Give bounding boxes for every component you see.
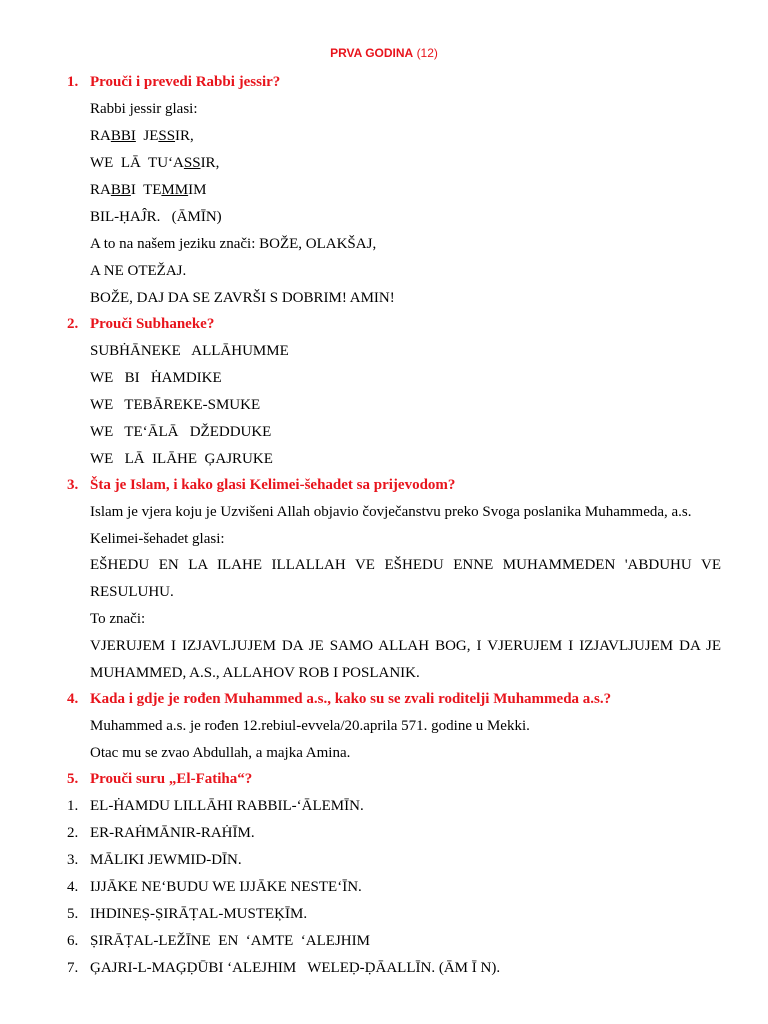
answer-line: VJERUJEM I IZJAVLJUJEM DA JE SAMO ALLAH BOG, I VJERUJEM I IZJAVLJUJEM DA JE xyxy=(90,638,721,654)
underlined-text: BBI xyxy=(110,128,136,144)
text-span: RA xyxy=(90,128,111,144)
list-text: EL-ḢAMDU LILLĀHI RABBIL-‘ĀLEMĪN. xyxy=(90,798,364,814)
list-number: 3. xyxy=(67,852,79,868)
list-number: 4. xyxy=(67,879,79,895)
list-text: MĀLIKI JEWMID-DĪN. xyxy=(90,852,242,868)
text-span: IR, xyxy=(175,128,194,144)
answer-line: RESULUHU. xyxy=(90,584,174,600)
answer-line: BOŽE, DAJ DA SE ZAVRŠI S DOBRIM! AMIN! xyxy=(90,290,395,306)
list-number: 6. xyxy=(67,933,79,949)
question-title: Kada i gdje je rođen Muhammed a.s., kako su se zvali roditelji Muhammeda a.s.? xyxy=(90,691,612,707)
underlined-text: BB xyxy=(110,182,131,198)
question-number: 2. xyxy=(67,316,79,332)
answer-line xyxy=(90,153,721,173)
question-3 xyxy=(67,475,721,495)
list-item xyxy=(67,823,721,843)
text-span: WE LĀ TU‘A xyxy=(90,155,184,171)
answer-line: EŠHEDU EN LA ILAHE ILLALLAH VE EŠHEDU ENNE MUHAMMEDEN 'ABDUHU VE xyxy=(90,557,721,573)
list-item xyxy=(67,796,721,816)
answer-line: Rabbi jessir glasi: xyxy=(90,101,198,117)
question-title: Šta je Islam, i kako glasi Kelimei-šehadet sa prijevodom? xyxy=(90,477,456,493)
list-number: 5. xyxy=(67,906,79,922)
question-title: Prouči suru „El-Fatiha“? xyxy=(90,771,253,787)
list-text: IJJĀKE NE‘BUDU WE IJJĀKE NESTE‘ĪN. xyxy=(90,879,362,895)
answer-line: Muhammed a.s. je rođen 12.rebiul-evvela/20.aprila 571. godine u Mekki. xyxy=(90,718,530,734)
answer-line: MUHAMMED, A.S., ALLAHOV ROB I POSLANIK. xyxy=(90,665,420,681)
text-span: JE xyxy=(135,128,159,144)
list-item xyxy=(67,850,721,870)
page-header xyxy=(0,46,768,60)
list-text: IHDINEṢ-ṢIRĀṬAL-MUSTEĶĪM. xyxy=(90,906,308,922)
list-number: 1. xyxy=(67,798,79,814)
question-title: Prouči Subhaneke? xyxy=(90,316,215,332)
list-item xyxy=(67,958,721,978)
answer-line: Islam je vjera koju je Uzvišeni Allah objavio čovječanstvu preko Svoga poslanika Muhammeda, a.s. xyxy=(90,504,692,520)
list-text: ĢAJRI-L-MAĢḌŪBI ‘ALEJHIM WELEḌ-ḌĀALLĪN. (ĀM Ī N). xyxy=(90,960,501,976)
underlined-text: SS xyxy=(158,128,176,144)
question-2 xyxy=(67,314,721,334)
answer-line: Kelimei-šehadet glasi: xyxy=(90,531,225,547)
list-number: 2. xyxy=(67,825,79,841)
question-1 xyxy=(67,72,721,92)
answer-line xyxy=(90,126,721,146)
page-title-count: (12) xyxy=(416,46,438,60)
text-span: I TE xyxy=(130,182,162,198)
underlined-text: SS xyxy=(183,155,201,171)
list-item xyxy=(67,877,721,897)
answer-line: BIL-ḤAĴR. (ĀMĪN) xyxy=(90,209,222,225)
text-span: IM xyxy=(188,182,207,198)
answer-line: WE TEBĀREKE-SMUKE xyxy=(90,397,261,413)
underlined-text: MM xyxy=(161,182,189,198)
list-number: 7. xyxy=(67,960,79,976)
answer-line xyxy=(90,180,721,200)
question-5 xyxy=(67,769,721,789)
list-item xyxy=(67,904,721,924)
text-span: RA xyxy=(90,182,111,198)
list-text: ṢIRĀṬAL-LEŽĪNE EN ‘AMTE ‘ALEJHIM xyxy=(90,933,370,949)
answer-line: To znači: xyxy=(90,611,146,627)
answer-line: WE BI ḢAMDIKE xyxy=(90,370,222,386)
question-title: Prouči i prevedi Rabbi jessir? xyxy=(90,74,281,90)
answer-line: A NE OTEŽAJ. xyxy=(90,263,187,279)
question-number: 1. xyxy=(67,74,79,90)
page-title: PRVA GODINA xyxy=(330,46,414,60)
answer-line: Otac mu se zvao Abdullah, a majka Amina. xyxy=(90,745,351,761)
question-number: 5. xyxy=(67,771,79,787)
question-4 xyxy=(67,689,721,709)
answer-line: WE LĀ ILĀHE ĢAJRUKE xyxy=(90,451,273,467)
answer-line: SUBḢĀNEKE ALLĀHUMME xyxy=(90,343,289,359)
question-number: 4. xyxy=(67,691,79,707)
text-span: IR, xyxy=(200,155,220,171)
question-number: 3. xyxy=(67,477,79,493)
list-item xyxy=(67,931,721,951)
list-text: ER-RAḢMĀNIR-RAḢĪM. xyxy=(90,825,255,841)
answer-line: A to na našem jeziku znači: BOŽE, OLAKŠAJ, xyxy=(90,236,377,252)
answer-line: WE TE‘ĀLĀ DŽEDDUKE xyxy=(90,424,272,440)
